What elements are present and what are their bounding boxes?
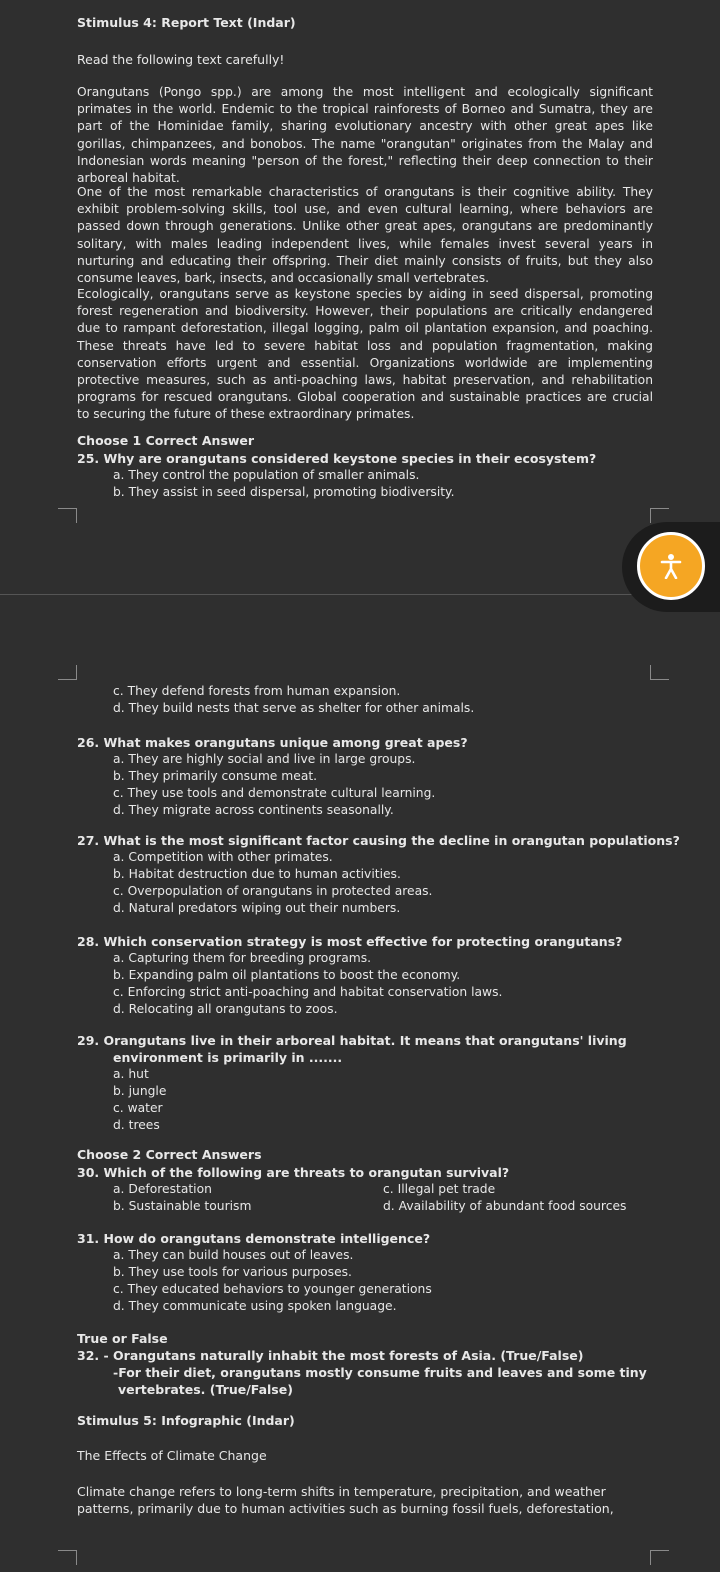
options-27 (113, 849, 432, 917)
option-30b: b. Sustainable tourism (113, 1199, 252, 1213)
options-25 (113, 467, 455, 501)
option-25d: d. They build nests that serve as shelter for other animals. (113, 701, 475, 715)
option-27b: b. Habitat destruction due to human activities. (113, 867, 401, 881)
option-28a: a. Capturing them for breeding programs. (113, 951, 372, 965)
option-29a: a. hut (113, 1067, 149, 1081)
option-31d: d. They communicate using spoken language. (113, 1299, 397, 1313)
options-29 (113, 1066, 166, 1134)
question-29-cont: environment is primarily in ....... (113, 1050, 343, 1065)
stimulus5-paragraph-line2: patterns, primarily due to human activities such as burning fossil fuels, deforestation, (77, 1501, 614, 1516)
option-28b: b. Expanding palm oil plantations to boost the economy. (113, 968, 461, 982)
options-25-cont (113, 683, 474, 717)
stimulus5-title: Stimulus 5: Infographic (Indar) (77, 1413, 295, 1428)
options-30 (113, 1181, 653, 1215)
section3-heading: True or False (77, 1331, 168, 1346)
option-27d: d. Natural predators wiping out their numbers. (113, 901, 401, 915)
section1-heading: Choose 1 Correct Answer (77, 433, 255, 448)
question-30: 30. Which of the following are threats to orangutan survival? (77, 1165, 510, 1180)
option-26b: b. They primarily consume meat. (113, 769, 318, 783)
option-30c: c. Illegal pet trade (383, 1182, 496, 1196)
stimulus4-title: Stimulus 4: Report Text (Indar) (77, 15, 296, 30)
question-26: 26. What makes orangutans unique among great apes? (77, 735, 468, 750)
question-25: 25. Why are orangutans considered keystone species in their ecosystem? (77, 451, 597, 466)
viewfinder-corner-tr (650, 508, 669, 523)
option-31b: b. They use tools for various purposes. (113, 1265, 352, 1279)
option-30d: d. Availability of abundant food sources (383, 1199, 627, 1213)
question-27: 27. What is the most significant factor causing the decline in orangutan populations? (77, 833, 680, 848)
option-29c: c. water (113, 1101, 163, 1115)
viewfinder-corner-tr-2 (650, 1550, 669, 1565)
viewfinder-corner-tl (58, 508, 77, 523)
option-28c: c. Enforcing strict anti-poaching and habitat conservation laws. (113, 985, 503, 999)
options-28 (113, 950, 502, 1018)
question-32-line3: vertebrates. (True/False) (118, 1382, 293, 1397)
stimulus5-paragraph-line1: Climate change refers to long-term shifts in temperature, precipitation, and weather (77, 1484, 606, 1499)
instruction: Read the following text carefully! (77, 52, 285, 67)
question-31: 31. How do orangutans demonstrate intelligence? (77, 1231, 431, 1246)
paragraph-2: One of the most remarkable characteristics of orangutans is their cognitive ability. They exhibit problem-solving skills, tool use, and even cultural learning, where behaviors are passed down through generations. Unlike other great apes, orangutans are predominantly solitary, with males leading independent lives, while females invest several years in nurturing and educating their offspring. Their diet mainly consists of fruits, but they also consume leaves, bark, insects, and occasionally small vertebrates. (77, 185, 653, 286)
stimulus5-subtitle: The Effects of Climate Change (77, 1448, 267, 1463)
viewfinder-corner-br (650, 665, 669, 680)
option-29d: d. trees (113, 1118, 160, 1132)
viewfinder-corner-bl (58, 665, 77, 680)
viewfinder-corner-tl-2 (58, 1550, 77, 1565)
paragraph-1: Orangutans (Pongo spp.) are among the most intelligent and ecologically significant primates in the world. Endemic to the tropical rainforests of Borneo and Sumatra, they are part of the Hominidae family, sharing evolutionary ancestry with other great apes like gorillas, chimpanzees, and bonobos. The name "orangutan" originates from the Malay and Indonesian words meaning "person of the forest," reflecting their deep connection to their arboreal habitat. (77, 85, 653, 186)
option-25c: c. They defend forests from human expansion. (113, 684, 401, 698)
option-26d: d. They migrate across continents seasonally. (113, 803, 394, 817)
question-32-line2: -For their diet, orangutans mostly consume fruits and leaves and some tiny (113, 1365, 647, 1380)
option-30a: a. Deforestation (113, 1182, 212, 1196)
question-28: 28. Which conservation strategy is most effective for protecting orangutans? (77, 934, 623, 949)
question-29: 29. Orangutans live in their arboreal habitat. It means that orangutans' living (77, 1033, 627, 1048)
option-25a: a. They control the population of smaller animals. (113, 468, 420, 482)
option-29b: b. jungle (113, 1084, 167, 1098)
option-31c: c. They educated behaviors to younger generations (113, 1282, 432, 1296)
option-26c: c. They use tools and demonstrate cultural learning. (113, 786, 436, 800)
paragraph-3: Ecologically, orangutans serve as keystone species by aiding in seed dispersal, promoting forest regeneration and biodiversity. However, their populations are critically endangered due to rampant deforestation, illegal logging, palm oil plantation expansion, and poaching. These threats have led to severe habitat loss and population fragmentation, making conservation efforts urgent and essential. Organizations worldwide are implementing protective measures, such as anti-poaching laws, habitat preservation, and rehabilitation programs for rescued orangutans. Global cooperation and sustainable practices are crucial to securing the future of these extraordinary primates. (77, 287, 653, 422)
option-27a: a. Competition with other primates. (113, 850, 333, 864)
question-32-line1: 32. - Orangutans naturally inhabit the most forests of Asia. (True/False) (77, 1348, 584, 1363)
accessibility-button[interactable] (637, 532, 705, 600)
option-25b: b. They assist in seed dispersal, promoting biodiversity. (113, 485, 455, 499)
option-28d: d. Relocating all orangutans to zoos. (113, 1002, 338, 1016)
option-31a: a. They can build houses out of leaves. (113, 1248, 354, 1262)
options-26 (113, 751, 435, 819)
option-27c: c. Overpopulation of orangutans in protected areas. (113, 884, 433, 898)
accessibility-icon (660, 553, 682, 579)
section2-heading: Choose 2 Correct Answers (77, 1147, 262, 1162)
divider-line (0, 594, 720, 595)
option-26a: a. They are highly social and live in large groups. (113, 752, 416, 766)
options-31 (113, 1247, 432, 1315)
